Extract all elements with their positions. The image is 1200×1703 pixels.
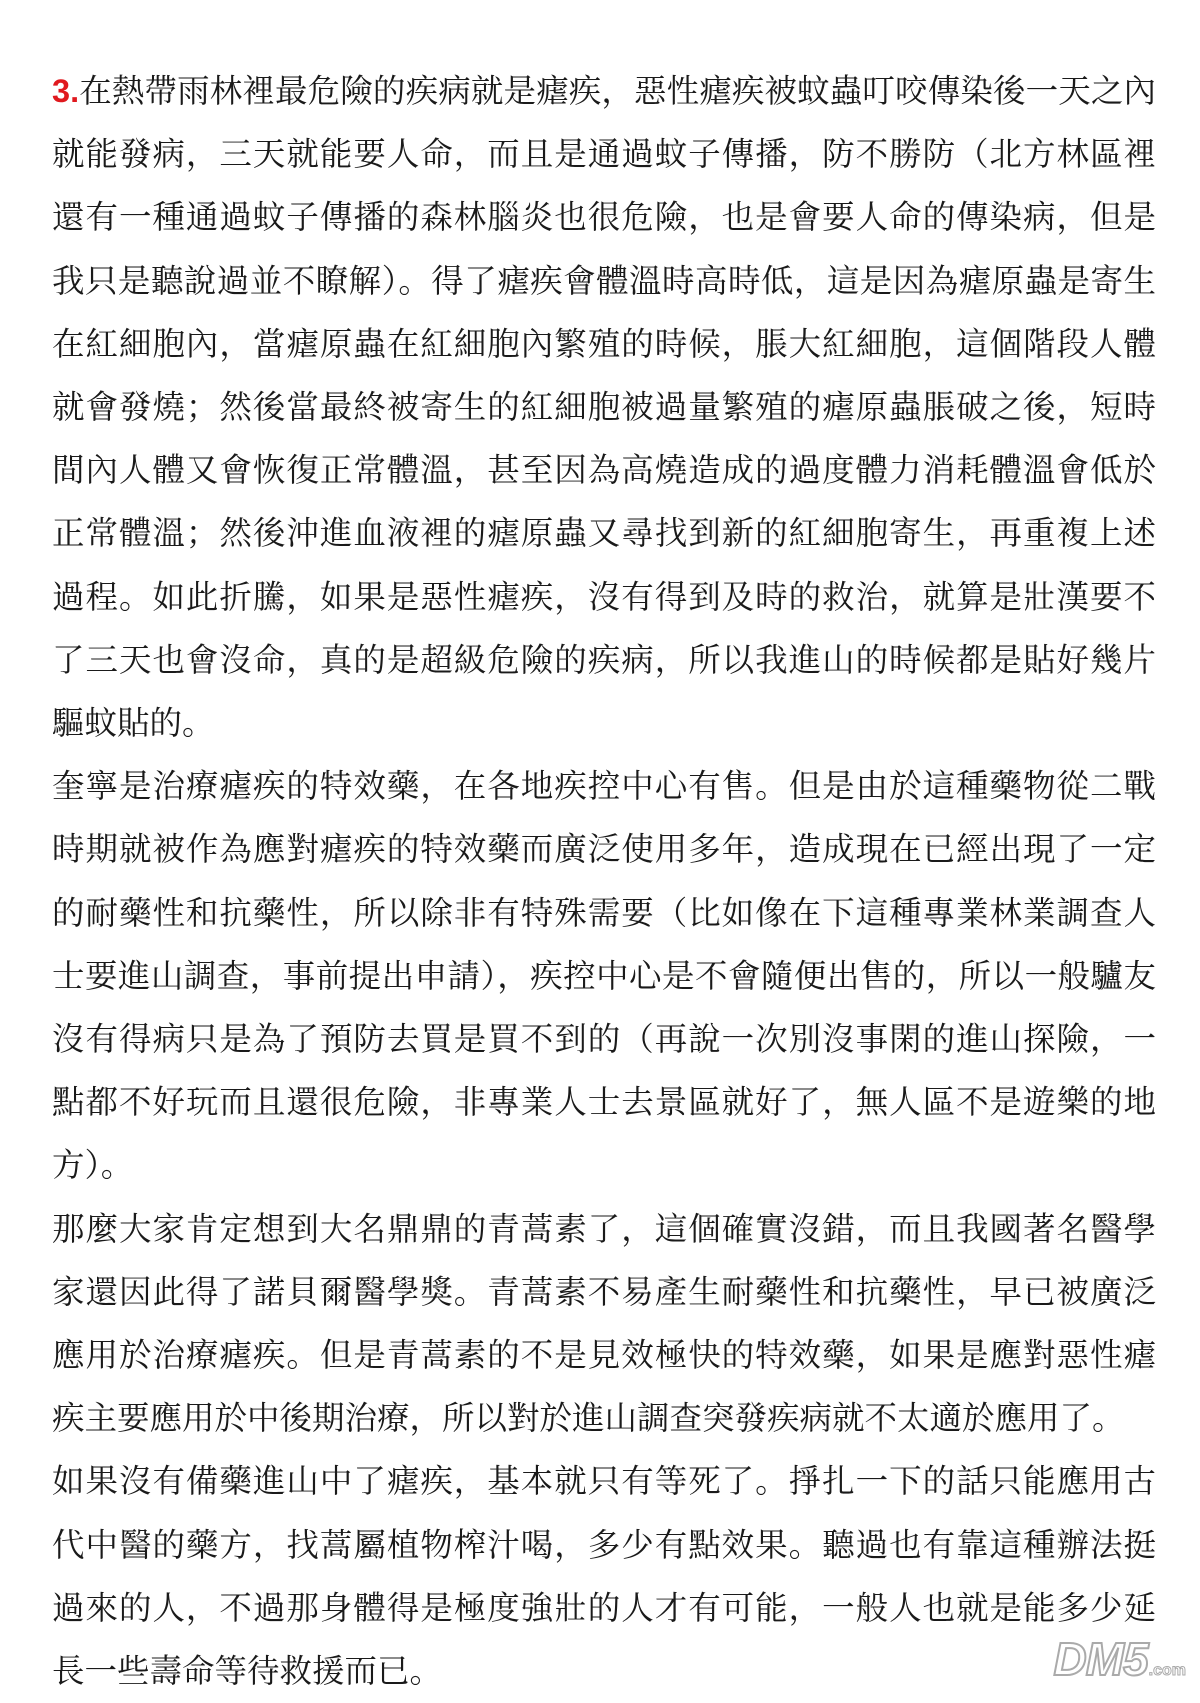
- paragraph-no-medicine: 如果沒有備藥進山中了瘧疾，基本就只有等死了。掙扎一下的話只能應用古代中醫的藥方，找蒿屬植物榨汁喝，多少有點效果。聽過也有靠這種辦法挺過來的人，不過那身體得是極度強壯的人才有可能，一般人也就是能多少延長一些壽命等待救援而已。: [52, 1462, 1156, 1691]
- paragraph-text: 在熱帶雨林裡最危險的疾病就是瘧疾，惡性瘧疾被蚊蟲叮咬傳染後一天之內就能發病，三天就能要人命，而且是通過蚊子傳播，防不勝防（北方林區裡還有一種通過蚊子傳播的森林腦炎也很危險，也是會要人命的傳染病，但是我只是聽說過並不瞭解）。得了瘧疾會體溫時高時低，這是因為瘧原蟲是寄生在紅細胞內，當瘧原蟲在紅細胞內繁殖的時候，脹大紅細胞，這個階段人體就會發燒；然後當最終被寄生的紅細胞被過量繁殖的瘧原蟲脹破之後，短時間內人體又會恢復正常體溫，甚至因為高燒造成的過度體力消耗體溫會低於正常體溫；然後沖進血液裡的瘧原蟲又尋找到新的紅細胞寄生，再重複上述過程。如此折騰，如果是惡性瘧疾，沒有得到及時的救治，就算是壯漢要不了三天也會沒命，真的是超級危險的疾病，所以我進山的時候都是貼好幾片驅蚊貼的。: [52, 72, 1156, 743]
- paragraph-malaria: [52, 60, 1156, 755]
- watermark-suffix: .com: [1148, 1662, 1186, 1679]
- section-number: 3.: [52, 73, 80, 109]
- watermark-brand: DM5: [1053, 1633, 1148, 1685]
- article-body: [52, 60, 1156, 1703]
- paragraph-artemisinin: 那麼大家肯定想到大名鼎鼎的青蒿素了，這個確實沒錯，而且我國著名醫學家還因此得了諾貝爾醫學獎。青蒿素不易產生耐藥性和抗藥性，早已被廣泛應用於治療瘧疾。但是青蒿素的不是見效極快的特效藥，如果是應對惡性瘧疾主要應用於中後期治療，所以對於進山調查突發疾病就不太適於應用了。: [52, 1209, 1156, 1438]
- paragraph-quinine: 奎寧是治療瘧疾的特效藥，在各地疾控中心有售。但是由於這種藥物從二戰時期就被作為應對瘧疾的特效藥而廣泛使用多年，造成現在已經出現了一定的耐藥性和抗藥性，所以除非有特殊需要（比如像在下這種專業林業調查人士要進山調查，事前提出申請），疾控中心是不會隨便出售的，所以一般驢友沒有得病只是為了預防去買是買不到的（再說一次別沒事閑的進山探險，一點都不好玩而且還很危險，非專業人士去景區就好了，無人區不是遊樂的地方）。: [52, 767, 1156, 1185]
- site-watermark: [1053, 1633, 1186, 1685]
